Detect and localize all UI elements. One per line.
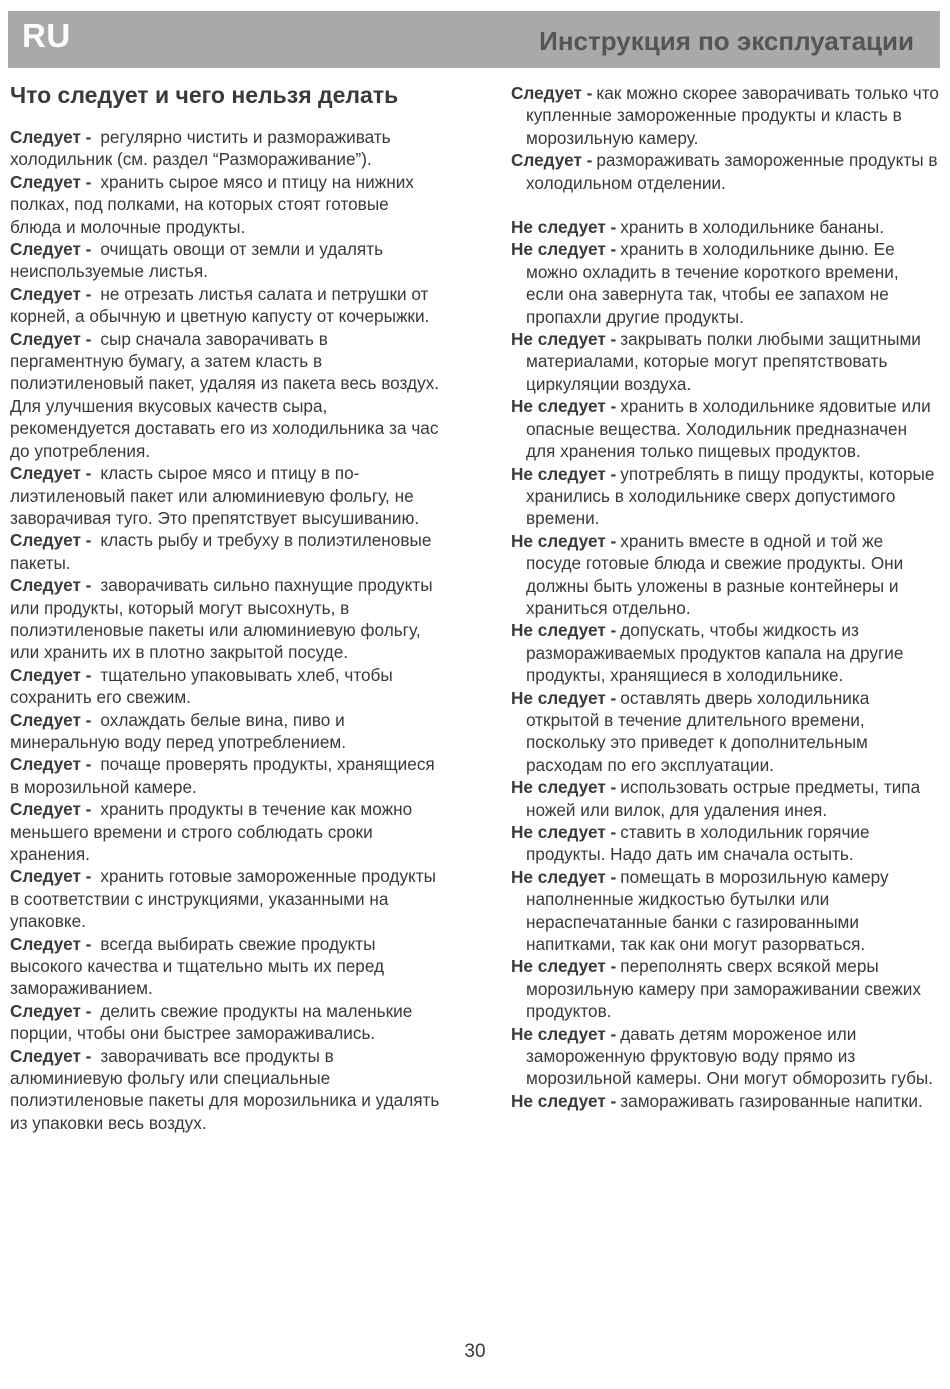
entry-label: Не следует - (511, 396, 617, 417)
entry-text: тщательно упаковывать хлеб, чтобы сохранить его свежим. (10, 664, 393, 708)
entry-label: Следует - (10, 664, 92, 685)
do-entry (511, 82, 941, 149)
entry-label: Следует - (10, 171, 92, 192)
entry-label: Не следует - (511, 620, 617, 641)
entry-text: регулярно чистить и размораживать холодильник (см. раздел “Размораживание”). (10, 127, 391, 170)
do-entry (10, 1045, 442, 1135)
entry-label: Следует - (10, 754, 92, 775)
entry-text: оставлять дверь холодильника открытой в течение длительного времени, поскольку это приведет к дополнительным расходам по его эксплуатации. (526, 687, 870, 775)
right-column (511, 80, 941, 1112)
dont-entry (511, 821, 941, 866)
do-entry (511, 149, 941, 194)
do-entry (10, 933, 442, 1000)
entry-label: Не следует - (511, 687, 617, 708)
entry-text: допускать, чтобы жидкость из размораживаемых продуктов капала на другие продукты, хранящиеся в холодильнике. (526, 620, 904, 686)
do-entry (10, 1000, 442, 1045)
do-entry (10, 283, 442, 328)
dont-entry (511, 238, 941, 328)
entry-label: Следует - (10, 127, 92, 147)
entry-label: Следует - (10, 933, 92, 954)
entry-label: Следует - (10, 709, 92, 730)
entry-text: сыр сначала заворачивать в пергаментную бумагу, а затем класть в полиэтиленовый пакет, удаляя из пакета весь воздух. Для улучшения вкусовых качеств сыра, рекомендуется доставать его из холодильника за час до употребления. (10, 328, 440, 461)
entry-text: хранить готовые замороженные продукты в соответствии с инструкциями, указанными на упаковке. (10, 866, 436, 932)
entry-label: Следует - (10, 866, 92, 887)
dont-entry (511, 776, 941, 821)
dont-entry (511, 216, 941, 238)
entry-label: Следует - (511, 83, 593, 103)
entry-text: ставить в холодильник горячие продукты. Надо дать им сначала остыть. (526, 822, 870, 865)
dont-entry (511, 395, 941, 462)
entry-text: хранить в холодильнике бананы. (620, 217, 884, 238)
entry-text: хранить вместе в одной и той же посуде готовые блюда и свежие продукты. Они должны быть уложены в разные контейнеры и храниться отдельно. (526, 530, 904, 618)
entry-text: охлаждать белые вина, пиво и минеральную воду перед употреблением. (10, 709, 347, 752)
entry-text: использовать острые предметы, типа ножей или вилок, для удаления инея. (526, 777, 921, 820)
dont-entry (511, 530, 941, 620)
entry-text: хранить продукты в течение как можно меньшего времени и строго соблюдать сроки хранения. (10, 799, 413, 864)
dont-entry (511, 955, 941, 1022)
page-header (8, 11, 940, 68)
dont-list (511, 216, 941, 1112)
entry-label: Не следует - (511, 866, 617, 887)
entry-text: хранить в холодильнике дыню. Ее можно охладить в течение короткого времени, если она завернута так, чтобы ее запахом не пропахли другие продукты. (526, 239, 899, 327)
do-entry (10, 709, 442, 754)
left-column (10, 80, 442, 1134)
entry-text: класть рыбу и требуху в полиэтиленовые пакеты. (10, 530, 432, 573)
entry-label: Следует - (10, 283, 92, 304)
entry-text: заворачивать все продукты в алюминиевую фольгу или специальные полиэтиленовые пакеты для морозильника и удалять из упаковки весь воздух. (10, 1045, 440, 1133)
entry-label: Следует - (10, 799, 92, 820)
language-code: RU (22, 17, 71, 54)
do-entry (10, 574, 442, 664)
entry-label: Следует - (10, 328, 92, 349)
entry-label: Не следует - (511, 217, 617, 238)
entry-label: Следует - (511, 150, 593, 171)
entry-text: всегда выбирать свежие продукты высокого качества и тщательно мыть их перед замораживанием. (10, 933, 385, 999)
entry-text: помещать в морозильную камеру наполненные жидкостью бутылки или нераспечатанные банки с газированными напитками, так как они могут разорваться. (526, 866, 889, 955)
do-entry (10, 865, 442, 932)
dont-entry (511, 328, 941, 395)
entry-text: заворачивать сильно пахнущие продукты или продукты, который могут высохнуть, в полиэтиленовые пакеты или алюминиевую фольгу, или хранить их в плотно закрытой посуде. (10, 575, 433, 663)
do-entry (10, 798, 442, 865)
section-title: Что следует и чего нельзя делать (10, 82, 399, 108)
entry-text: хранить в холодильнике ядовитые или опасные вещества. Холодильник предназначен для хранения только пищевых продуктов. (526, 396, 931, 462)
entry-text: хранить сырое мясо и птицу на нижних полках, под полками, на которых стоят готовые блюда и молочные продукты. (10, 171, 414, 237)
entry-label: Не следует - (511, 1023, 617, 1044)
dont-entry (511, 1090, 941, 1112)
entry-label: Не следует - (511, 1090, 617, 1111)
header-title: Инструкция по эксплуатации (539, 26, 914, 56)
entry-text: размораживать замороженные продукты в холодильном отделении. (526, 150, 938, 193)
entry-text: очищать овощи от земли и удалять неиспользуемые листья. (10, 239, 384, 282)
dont-entry (511, 687, 941, 777)
do-entry (10, 238, 442, 283)
entry-label: Следует - (10, 463, 92, 484)
do-entry (10, 171, 442, 238)
entry-text: не отрезать листья салата и петрушки от корней, а обычную и цветную капусту от кочерыжки. (10, 283, 430, 327)
entry-label: Не следует - (511, 822, 617, 842)
entry-label: Следует - (10, 1045, 92, 1066)
entry-label: Не следует - (511, 956, 617, 977)
entry-label: Не следует - (511, 463, 617, 484)
entry-label: Не следует - (511, 329, 617, 350)
do-entry (10, 753, 442, 798)
entry-text: употреблять в пищу продукты, которые хранились в холодильнике сверх допустимого времени. (526, 463, 935, 529)
entry-label: Следует - (10, 530, 92, 551)
entry-text: делить свежие продукты на маленькие порции, чтобы они быстрее замораживались. (10, 1000, 413, 1044)
entry-text: класть сырое мясо и птицу в по-лиэтиленовый пакет или алюминиевую фольгу, не заворачивая туго. Это препятствует высушиванию. (10, 463, 420, 528)
entry-label: Не следует - (511, 777, 617, 798)
entry-label: Не следует - (511, 530, 617, 551)
entry-text: почаще проверять продукты, хранящиеся в морозильной камере. (10, 754, 435, 797)
entry-label: Следует - (10, 239, 92, 260)
do-list-right (511, 82, 941, 194)
entry-text: закрывать полки любыми защитными материалами, которые могут препятствовать циркуляции воздуха. (526, 329, 921, 394)
dont-entry (511, 463, 941, 530)
do-entry (10, 462, 442, 529)
do-list-left (10, 126, 442, 1134)
page-number: 30 (464, 1341, 486, 1362)
do-entry (10, 529, 442, 574)
dont-entry (511, 866, 941, 956)
entry-text: переполнять сверх всякой меры морозильную камеру при замораживании свежих продуктов. (526, 956, 921, 1022)
do-entry (10, 328, 442, 462)
do-entry (10, 664, 442, 709)
entry-label: Следует - (10, 575, 92, 596)
do-entry (10, 126, 442, 171)
entry-label: Не следует - (511, 239, 617, 260)
entry-text: давать детям мороженое или замороженную фруктовую воду прямо из морозильной камеры. Они могут обморозить губы. (526, 1023, 934, 1089)
entry-label: Следует - (10, 1000, 92, 1021)
dont-entry (511, 1023, 941, 1090)
entry-text: замораживать газированные напитки. (620, 1090, 923, 1111)
entry-text: как можно скорее заворачивать только что купленные замороженные продукты и класть в морозильную камеру. (526, 83, 939, 148)
dont-entry (511, 619, 941, 686)
